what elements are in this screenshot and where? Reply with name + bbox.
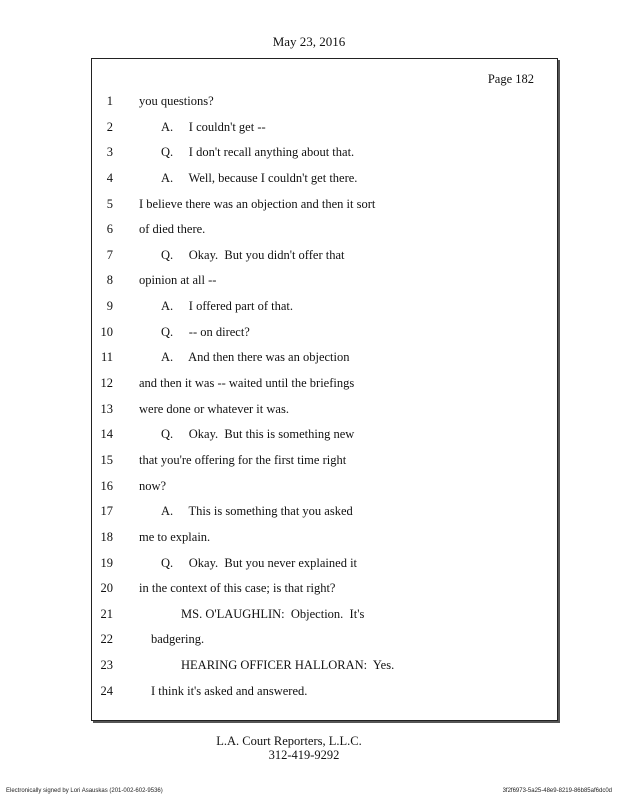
reporter-phone: 312-419-9292 [268, 748, 340, 762]
line-text: Q. -- on direct? [161, 324, 250, 339]
reporter-company: L.A. Court Reporters, L.L.C. [216, 734, 362, 748]
line-number: 13 [100, 401, 113, 416]
document-id: 3f2f6973-5a25-48e9-8219-86b85af6dc0d [502, 788, 612, 794]
line-text: A. I couldn't get -- [161, 119, 266, 134]
line-text: me to explain. [139, 529, 211, 544]
transcript-line [0, 602, 618, 628]
line-number: 24 [100, 683, 113, 698]
line-number: 1 [106, 94, 113, 108]
line-number: 17 [100, 504, 113, 519]
transcript-line [0, 243, 618, 269]
line-text: you questions? [139, 94, 214, 108]
line-number: 3 [106, 145, 113, 160]
signature-note: Electronically signed by Lori Asauskas (201-002-602-9536) [6, 788, 163, 794]
line-number: 2 [106, 119, 113, 134]
transcript-line [0, 320, 618, 346]
line-text: of died there. [139, 222, 206, 237]
transcript-line [0, 115, 618, 141]
line-text: in the context of this case; is that right? [139, 581, 336, 596]
line-number: 22 [100, 632, 113, 647]
transcript-line [0, 397, 618, 423]
transcript-line [0, 166, 618, 192]
line-text: A. Well, because I couldn't get there. [161, 170, 358, 185]
line-number: 16 [100, 478, 113, 493]
line-text: Q. Okay. But you didn't offer that [161, 247, 345, 262]
transcript-line [0, 345, 618, 371]
line-number: 23 [100, 658, 113, 673]
transcript-line [0, 217, 618, 243]
line-number: 10 [100, 324, 113, 339]
transcript-line [0, 551, 618, 577]
line-number: 9 [106, 299, 113, 314]
transcript-line [0, 448, 618, 474]
transcript-line [0, 627, 618, 653]
line-text: Q. Okay. But you never explained it [161, 555, 358, 570]
line-text: I think it's asked and answered. [151, 683, 308, 698]
line-number: 8 [106, 273, 113, 288]
line-text: Q. I don't recall anything about that. [161, 145, 355, 160]
line-text: that you're offering for the first time right [139, 452, 347, 467]
line-number: 19 [100, 555, 113, 570]
transcript-line [0, 192, 618, 218]
transcript-line [0, 294, 618, 320]
line-text: A. This is something that you asked [161, 504, 353, 519]
transcript-line [0, 653, 618, 679]
page-number: Page 182 [487, 72, 534, 86]
line-number: 21 [100, 606, 113, 621]
line-text: MS. O'LAUGHLIN: Objection. It's [181, 606, 365, 621]
line-number: 20 [100, 581, 113, 596]
line-number: 5 [106, 196, 113, 211]
line-text: A. And then there was an objection [161, 350, 350, 365]
line-number: 15 [100, 452, 113, 467]
line-number: 18 [100, 529, 113, 544]
line-number: 6 [106, 222, 113, 237]
line-text: opinion at all -- [139, 273, 217, 288]
line-text: HEARING OFFICER HALLORAN: Yes. [181, 658, 395, 673]
transcript-line [0, 474, 618, 500]
line-text: and then it was -- waited until the briefings [139, 376, 355, 391]
line-number: 11 [100, 350, 113, 365]
line-number: 12 [100, 376, 113, 391]
line-text: were done or whatever it was. [139, 401, 289, 416]
transcript-line [0, 576, 618, 602]
line-text: I believe there was an objection and then it sort [139, 196, 376, 211]
line-number: 4 [106, 170, 113, 185]
line-text: Q. Okay. But this is something new [161, 427, 355, 442]
line-number: 7 [106, 247, 113, 262]
line-text: badgering. [151, 632, 205, 647]
transcript-line [0, 268, 618, 294]
line-text: now? [139, 478, 167, 493]
transcript-line [0, 371, 618, 397]
transcript-line [0, 140, 618, 166]
line-text: A. I offered part of that. [161, 299, 294, 314]
line-number: 14 [100, 427, 113, 442]
transcript-lines [0, 89, 618, 704]
transcript-line [0, 422, 618, 448]
transcript-date: May 23, 2016 [272, 34, 346, 49]
transcript-line [0, 89, 618, 115]
transcript-line [0, 499, 618, 525]
transcript-line [0, 679, 618, 705]
transcript-line [0, 525, 618, 551]
